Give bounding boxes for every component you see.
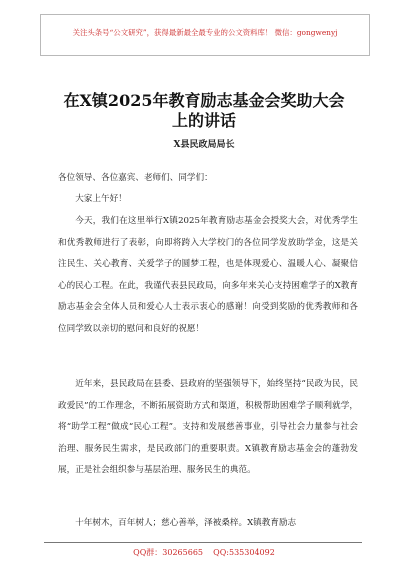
document-author: X县民政局局长 xyxy=(173,140,235,150)
paragraph-1: 今天，我们在这里举行X镇2025年教育励志基金会授奖大会，对优秀学生和优秀教师进行了表彰，向即将跨入大学校门的各位同学发放助学金，这是关注民生、关心教育、关爱学子的圆梦工程，也是体现爱心、温暖人心、凝聚信心的民心工程。在此，我谨代表县民政局，向多年来关心支持困难学子的X教育励志基金会全体人员和爱心人士表示衷心的感谢！向受到奖励的优秀教师和各位同学致以亲切的慰问和良好的祝愿！ xyxy=(58,216,358,334)
header-notice: 关注头条号“公文研究”，获得最新最全最专业的公文资料库！ 微信：gongwenyj xyxy=(72,28,338,37)
document-title-line2: 上的讲话 xyxy=(171,111,236,130)
opening-greeting: 大家上午好！ xyxy=(75,194,127,204)
paragraph-3: 十年树木，百年树人；慈心善举，泽被桑梓。X镇教育励志 xyxy=(75,518,297,528)
paragraph-2: 近年来，县民政局在县委、县政府的坚强领导下，始终坚持“民政为民，民政爱民”的工作理念，不断拓展资助方式和渠道，积极帮助困难学子顺利就学，将“助学工程”做成“民心工程”。支持和发展慈善事业，引导社会力量参与社会治理、服务民生需求，是民政部门的重要职责。X镇教育励志基金会的蓬勃发展，正是社会组织参与基层治理、服务民生的典范。 xyxy=(58,379,358,476)
salutation: 各位领导、各位嘉宾、老师们、同学们： xyxy=(58,173,213,183)
footer-divider xyxy=(44,542,362,543)
document-title-line1: 在X镇2025年教育励志基金会奖助大会 xyxy=(63,91,345,110)
footer-contact: QQ群：30265665 QQ:535304092 xyxy=(133,548,275,557)
